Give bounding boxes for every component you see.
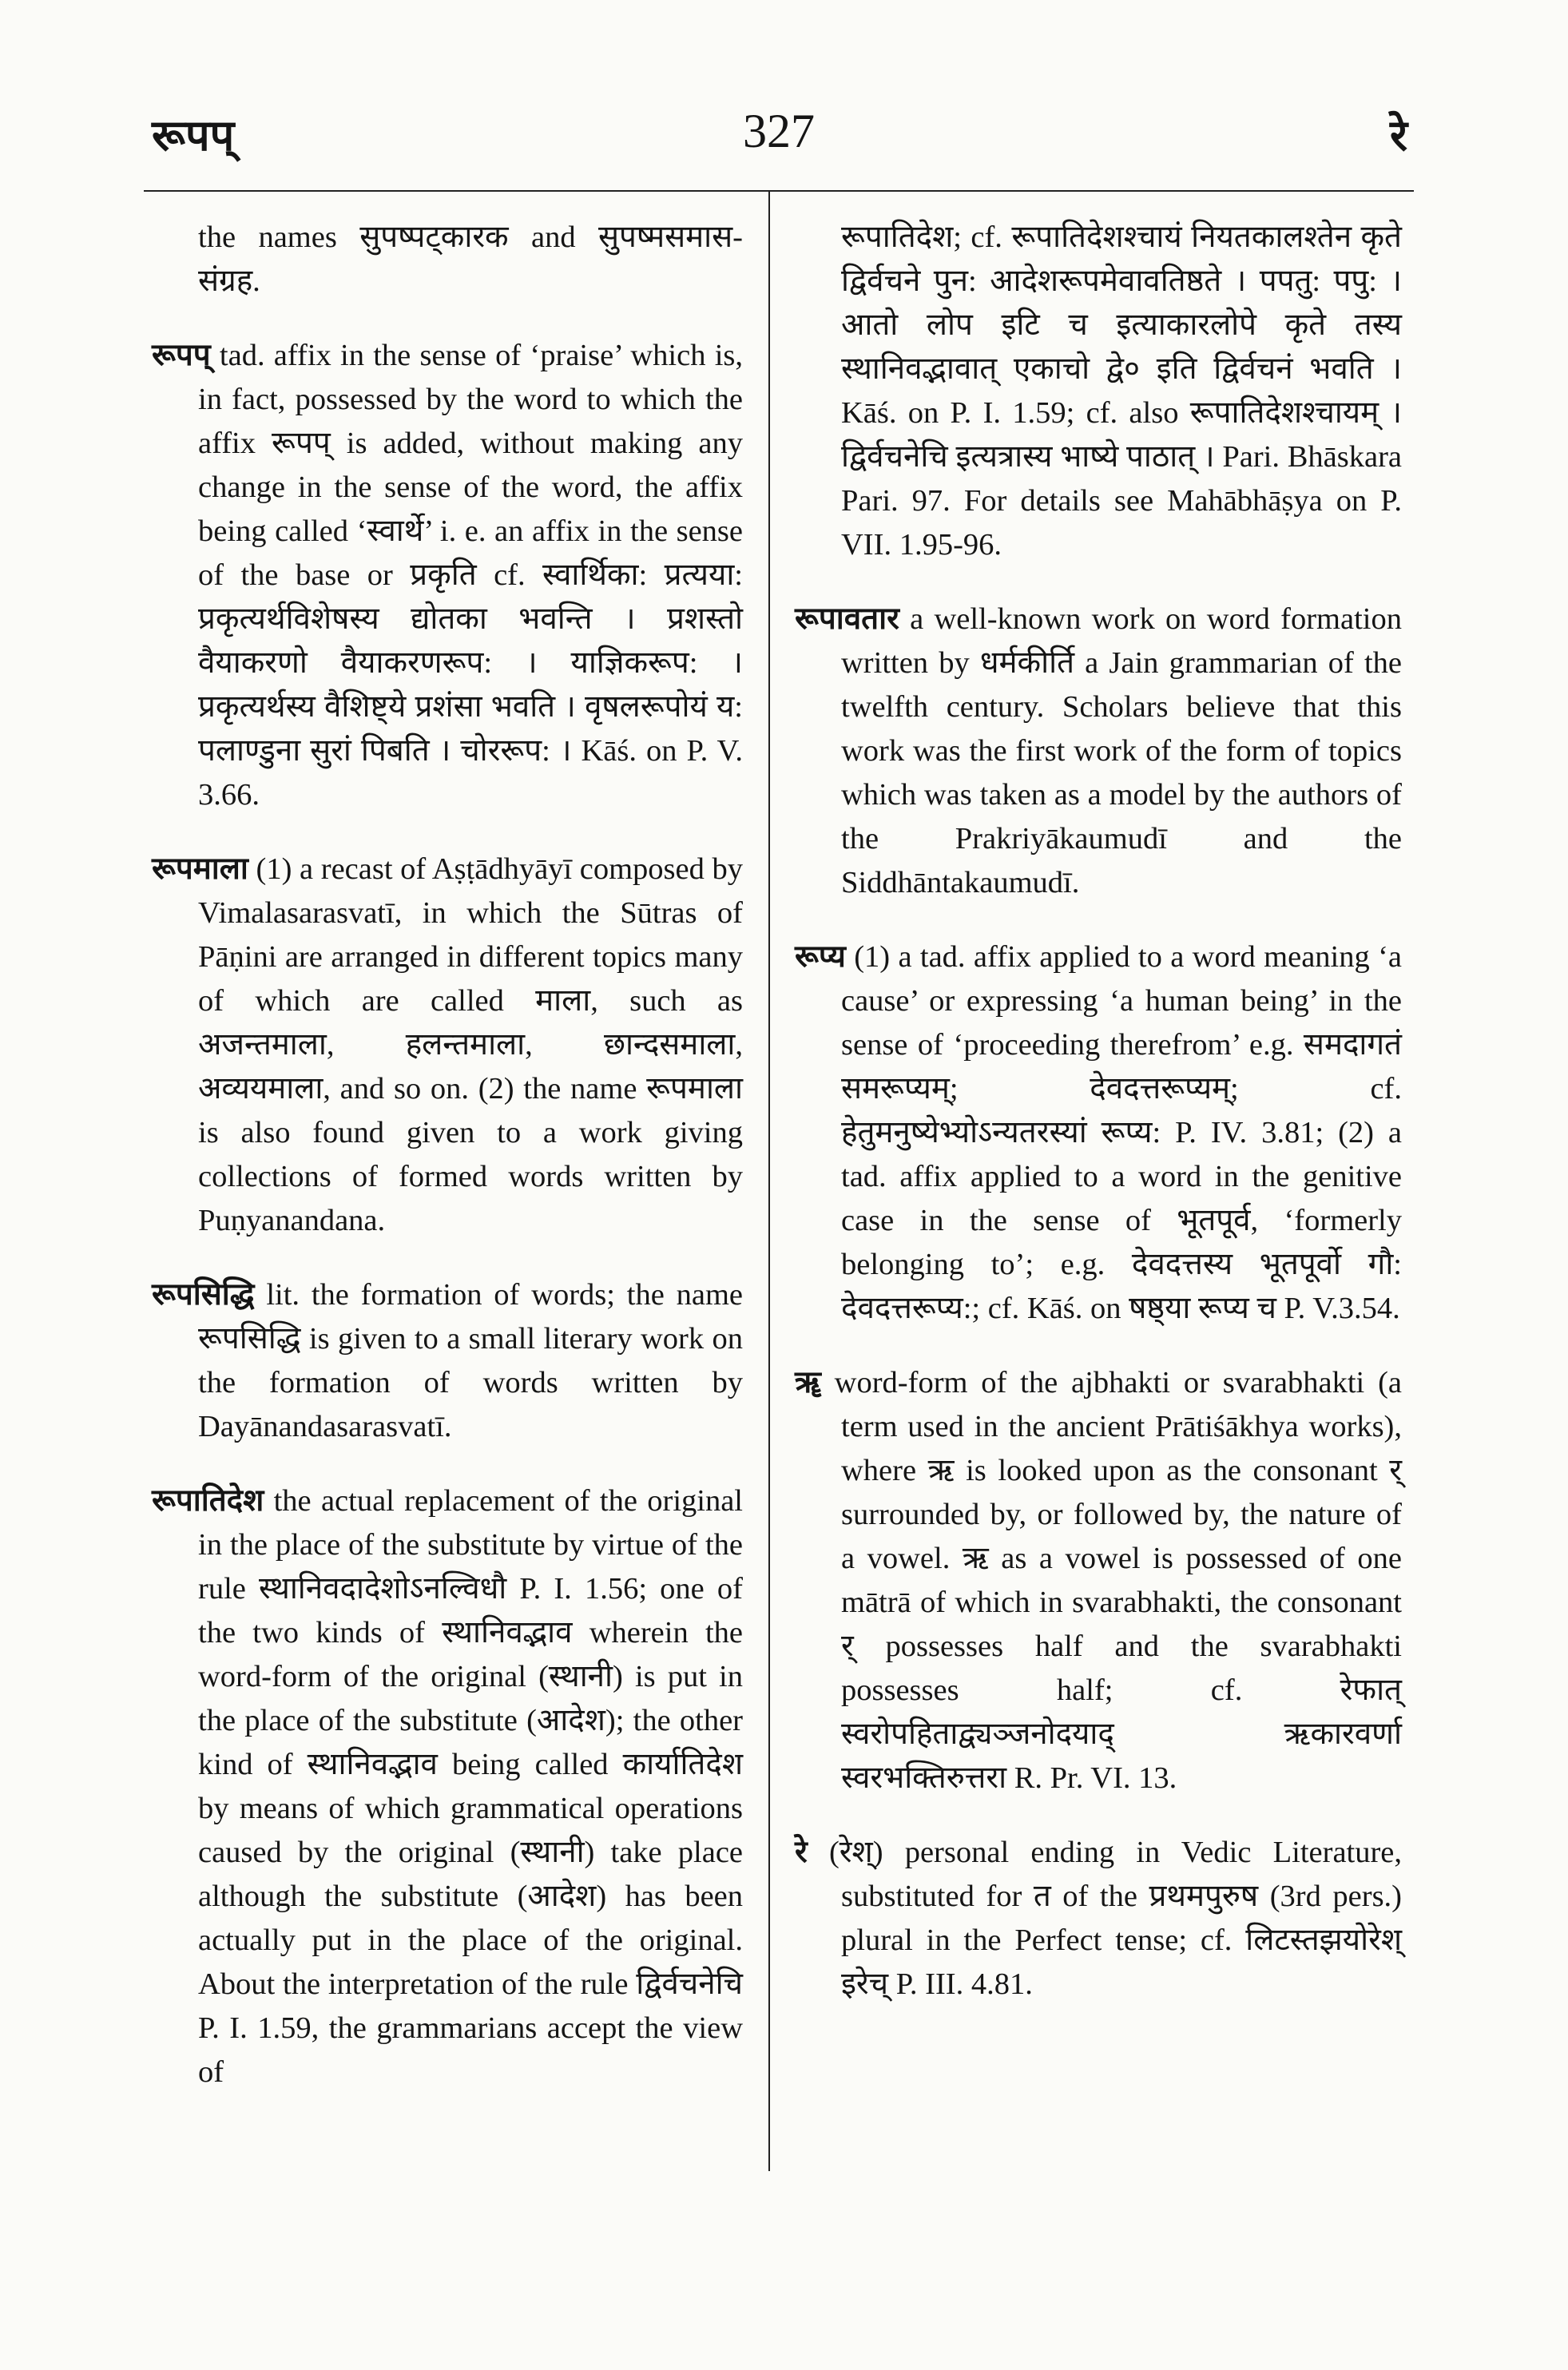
right-column [795,216,1402,2037]
running-head-right: रे [1390,112,1408,160]
running-head-left: रूपप् [152,112,235,160]
dictionary-entry [152,1479,743,2094]
entry-headword: रूपावतार [795,602,899,636]
dictionary-entry [795,216,1402,567]
entry-headword: रूपसिद्धि [152,1278,255,1312]
entry-headword: रूप्य [795,940,846,974]
entry-text: tad. affix in the sense of ‘praise’ which is, in fact, possessed by the word to which the affix रूपप् is added, without making any change in the sense of the word, the affix being called ‘स्वार्थे’ i. e. an affix in the sense of the base or प्रकृति cf. स्वार्थिका: प्रत्यया: प्रकृत्यर्थविशेषस्य द्योतका भवन्ति । प्रशस्तो वैयाकरणो वैयाकरणरूप: । याज्ञिकरूप: । प्रकृत्यर्थस्य वैशिष्ट्ये प्रशंसा भवति । वृषलरूपोयं य: पलाण्डुना सुरां पिबति । चोररूप: । Kāś. on P. V. 3.66. [198,339,744,812]
dictionary-entry [795,597,1402,905]
dictionary-entry [152,334,743,817]
dictionary-entry [152,216,743,304]
entry-text: word-form of the ajbhakti or svarabhakti (a term used in the ancient Prātiśākhya works), where ऋ is looked upon as the consonant र् surrounded by, or followed by, the nature of a vowel. ऋ as a vowel is possessed of one mātrā of which in svarabhakti, the consonant र् possesses half and the svarabhakti possesses half; cf. रेफात् स्वरोपहिताद्व्यञ्जनोदयाद् ऋकारवर्णा स्वरभक्तिरुत्तरा R. Pr. VI. 13. [834,1366,1402,1795]
entry-text: (रेश्) personal ending in Vedic Literature, substituted for त of the प्रथमपुरुष (3rd pers.) plural in the Perfect tense; cf. लिटस्तझयोरेश् इरेच् P. III. 4.81. [828,1836,1403,2001]
left-column [152,216,743,2125]
entry-text: the names सुपष्पट्कारक and सुपष्मसमास-संग्रह. [198,220,743,298]
dictionary-entry [795,1831,1402,2007]
entry-text: a well-known work on word formation written by धर्मकीर्ति a Jain grammarian of the twelfth century. Scholars believe that this work was the first work of the form of topics which was taken as a model by the authors of the Prakriyākaumudī and the Siddhāntakaumudī. [841,602,1402,899]
entry-headword: रूपमाला [152,852,248,886]
entry-headword: रे [795,1836,808,1869]
dictionary-entry [152,1273,743,1449]
entry-text: lit. the formation of words; the name रूपसिद्धि is given to a small literary work on the formation of words written by Dayānandasarasvatī. [198,1278,743,1443]
header-rule [144,190,1414,192]
entry-headword: रूपप् [152,339,211,372]
dictionary-entry [795,1361,1402,1800]
entry-headword: रूपातिदेश [152,1484,264,1518]
entry-text: रूपातिदेश; cf. रूपातिदेशश्चायं नियतकालश्तेन कृते द्विर्वचने पुन: आदेशरूपमेवावतिष्ठते । पपतु: पपु: । आतो लोप इटि च इत्याकारलोपे कृते तस्य स्थानिवद्भावात् एकाचो द्वे० इति द्विर्वचनं भवति । Kāś. on P. I. 1.59; cf. also रूपातिदेशश्चायम् । द्विर्वचनेचि इत्यत्रास्य भाष्ये पाठात् । Pari. Bhāskara Pari. 97. For details see Mahābhāṣya on P. VII. 1.95-96. [841,220,1402,562]
dictionary-entry [795,935,1402,1331]
page-number: 327 [743,105,815,157]
entry-text: the actual replacement of the original in the place of the substitute by virtue of the rule स्थानिवदादेशोऽनल्विधौ P. I. 1.56; one of the two kinds of स्थानिवद्भाव wherein the word-form of the original (स्थानी) is put in the place of the substitute (आदेश); the other kind of स्थानिवद्भाव being called कार्यातिदेश by means of which grammatical operations caused by the original (स्थानी) take place although the substitute (आदेश) has been actually put in the place of the original. About the interpretation of the rule द्विर्वचनेचि P. I. 1.59, the grammarians accept the view of [198,1484,744,2089]
entry-text: (1) a recast of Aṣṭādhyāyī composed by Vimalasarasvatī, in which the Sūtras of Pāṇini are arranged in different topics many of which are called माला, such as अजन्तमाला, हलन्तमाला, छान्दसमाला, अव्ययमाला, and so on. (2) the name रूपमाला is also found given to a work giving collections of formed words written by Puṇyanandana. [198,852,743,1237]
column-divider [768,190,770,2171]
dictionary-entry [152,848,743,1243]
entry-headword: ॠ [795,1366,821,1399]
entry-text: (1) a tad. affix applied to a word meaning ‘a cause’ or expressing ‘a human being’ in the sense of ‘proceeding therefrom’ e.g. समदागतं समरूप्यम्; देवदत्तरूप्यम्; cf. हेतुमनुष्येभ्योऽन्यतरस्यां रूप्य: P. IV. 3.81; (2) a tad. affix applied to a word in the genitive case in the sense of भूतपूर्व, ‘formerly belonging to’; e.g. देवदत्तस्य भूतपूर्वो गौ: देवदत्तरूप्य:; cf. Kāś. on षष्ठ्या रूप्य च P. V.3.54. [841,940,1403,1325]
